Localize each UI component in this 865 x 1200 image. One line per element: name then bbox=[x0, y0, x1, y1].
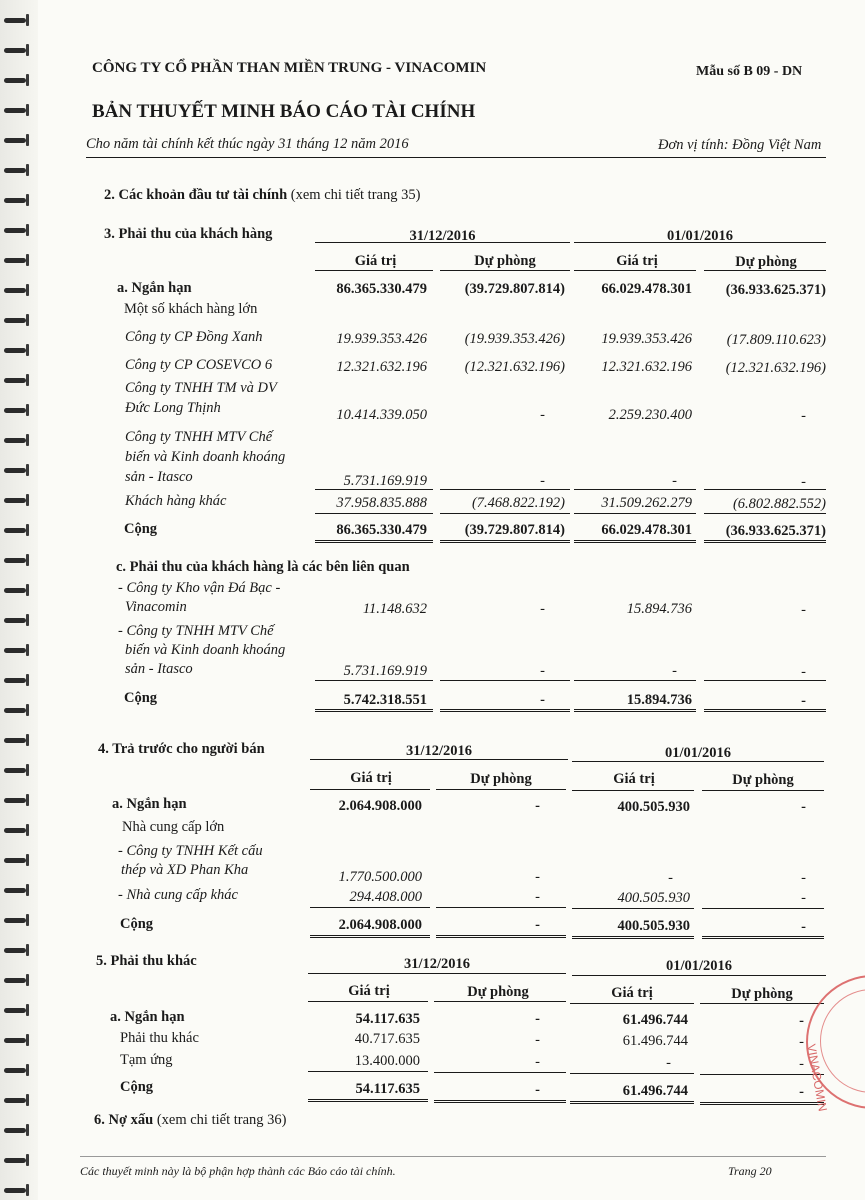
binding-ring bbox=[0, 764, 30, 778]
rule bbox=[574, 270, 696, 271]
rule bbox=[308, 1001, 428, 1002]
binding-ring bbox=[0, 524, 30, 538]
rule bbox=[704, 680, 826, 681]
s4-sub-a: a. Ngắn hạn bbox=[112, 796, 187, 812]
rule bbox=[700, 1102, 824, 1105]
cell-value: - bbox=[535, 869, 540, 885]
cell-value: 1.770.500.000 bbox=[338, 869, 422, 885]
binding-ring bbox=[0, 374, 30, 388]
binding-ring bbox=[0, 854, 30, 868]
cell-value: 12.321.632.196 bbox=[601, 359, 692, 375]
row-label: Công ty TNHH TM và DV bbox=[125, 380, 277, 396]
cell-value: - bbox=[535, 1032, 540, 1048]
cell-value: - bbox=[801, 408, 806, 424]
cell-value: 400.505.930 bbox=[617, 918, 690, 934]
cell-value: 54.117.635 bbox=[355, 1011, 420, 1027]
footer-note: Các thuyết minh này là bộ phận hợp thành các Báo cáo tài chính. bbox=[80, 1164, 396, 1178]
binding-ring bbox=[0, 164, 30, 178]
section-6-title: 6. Nợ xấu (xem chi tiết trang 36) bbox=[94, 1112, 287, 1128]
rule bbox=[574, 540, 696, 543]
cell-value: - bbox=[799, 1034, 804, 1050]
cell-value: - bbox=[540, 407, 545, 423]
cell-value: 61.496.744 bbox=[622, 1012, 688, 1028]
cell-value: - bbox=[535, 889, 540, 905]
col-header-value: Giá trị bbox=[348, 983, 390, 999]
s5-sub-a: a. Ngắn hạn bbox=[110, 1009, 185, 1025]
binding-ring bbox=[0, 554, 30, 568]
cell-value: (7.468.822.192) bbox=[471, 495, 565, 511]
rule bbox=[702, 936, 824, 939]
cell-value: 86.365.330.479 bbox=[336, 522, 427, 538]
rule bbox=[702, 908, 824, 909]
rule bbox=[440, 680, 570, 681]
binding-ring bbox=[0, 644, 30, 658]
binding-ring bbox=[0, 404, 30, 418]
page-number: Trang 20 bbox=[728, 1164, 772, 1178]
binding-ring bbox=[0, 1034, 30, 1048]
cell-value: 400.505.930 bbox=[617, 890, 690, 906]
cell-value: - bbox=[672, 473, 677, 489]
row-label: - Công ty TNHH MTV Chế bbox=[118, 623, 274, 639]
rule bbox=[315, 540, 433, 543]
row-label: - Công ty Kho vận Đá Bạc - bbox=[118, 580, 281, 596]
col-header-value: Giá trị bbox=[616, 253, 658, 269]
binding-ring bbox=[0, 914, 30, 928]
cell-value: (17.809.110.623) bbox=[726, 332, 826, 348]
rule bbox=[310, 759, 568, 760]
rule bbox=[700, 1074, 824, 1075]
cell-value: (36.933.625.371) bbox=[725, 523, 826, 539]
total-label: Cộng bbox=[124, 521, 158, 537]
rule bbox=[315, 489, 433, 490]
rule bbox=[434, 1001, 566, 1002]
binding-ring bbox=[0, 194, 30, 208]
binding-ring bbox=[0, 944, 30, 958]
cell-value: - bbox=[535, 1054, 540, 1070]
header-rule bbox=[86, 157, 826, 158]
cell-value: 66.029.478.301 bbox=[601, 281, 692, 297]
rule bbox=[572, 936, 694, 939]
rule bbox=[315, 680, 433, 681]
company-name: CÔNG TY CỔ PHẦN THAN MIỀN TRUNG - VINACOMIN bbox=[92, 60, 487, 76]
cell-value: - bbox=[535, 1082, 540, 1098]
rule bbox=[572, 908, 694, 909]
cell-value: - bbox=[540, 692, 545, 708]
period-text: Cho năm tài chính kết thúc ngày 31 tháng 12 năm 2016 bbox=[86, 136, 409, 152]
binding-ring bbox=[0, 674, 30, 688]
cell-value: 31.509.262.279 bbox=[601, 495, 692, 511]
cell-value: 40.717.635 bbox=[354, 1031, 420, 1047]
row-label: Phải thu khác bbox=[120, 1030, 199, 1046]
row-label: biến và Kinh doanh khoáng bbox=[125, 642, 286, 658]
col-header-provision: Dự phòng bbox=[731, 986, 793, 1002]
rule bbox=[574, 242, 826, 243]
binding-ring bbox=[0, 1154, 30, 1168]
cell-value: - bbox=[801, 919, 806, 935]
cell-value: 10.414.339.050 bbox=[336, 407, 427, 423]
rule bbox=[308, 973, 566, 974]
cell-value: 86.365.330.479 bbox=[336, 281, 427, 297]
rule bbox=[704, 540, 826, 543]
cell-value: 5.731.169.919 bbox=[343, 663, 427, 679]
cell-value: - bbox=[666, 1055, 671, 1071]
rule bbox=[310, 907, 430, 908]
binding-ring bbox=[0, 104, 30, 118]
rule bbox=[315, 242, 570, 243]
major-customers-label: Một số khách hàng lớn bbox=[124, 301, 258, 317]
rule bbox=[440, 270, 570, 271]
binding-ring bbox=[0, 314, 30, 328]
rule bbox=[572, 761, 824, 762]
rule bbox=[700, 1003, 824, 1004]
rule bbox=[704, 513, 826, 514]
rule bbox=[574, 489, 696, 490]
binding-ring bbox=[0, 344, 30, 358]
row-label: - Công ty TNHH Kết cấu bbox=[118, 843, 263, 859]
binding-ring bbox=[0, 1184, 30, 1198]
rule bbox=[434, 1072, 566, 1073]
rule bbox=[436, 789, 566, 790]
section-4-title: 4. Trả trước cho người bán bbox=[98, 741, 265, 757]
rule bbox=[436, 907, 566, 908]
cell-value: (6.802.882.552) bbox=[732, 496, 826, 512]
cell-value: (12.321.632.196) bbox=[464, 359, 565, 375]
cell-value: - bbox=[801, 693, 806, 709]
rule bbox=[702, 790, 824, 791]
date-col-2: 01/01/2016 bbox=[664, 745, 732, 761]
rule bbox=[315, 709, 433, 712]
binding-ring bbox=[0, 134, 30, 148]
stamp-text: VINACOMIN bbox=[804, 1043, 830, 1113]
rule bbox=[572, 975, 826, 976]
cell-value: - bbox=[672, 663, 677, 679]
cell-value: (39.729.807.814) bbox=[464, 522, 565, 538]
cell-value: - bbox=[535, 1011, 540, 1027]
row-label: Đức Long Thịnh bbox=[125, 400, 221, 416]
cell-value: - bbox=[535, 917, 540, 933]
row-label: Công ty CP Đồng Xanh bbox=[125, 329, 263, 345]
rule bbox=[315, 513, 433, 514]
row-label: thép và XD Phan Kha bbox=[121, 862, 249, 878]
col-header-provision: Dự phòng bbox=[732, 772, 794, 788]
col-header-provision: Dự phòng bbox=[470, 771, 532, 787]
cell-value: 66.029.478.301 bbox=[601, 522, 692, 538]
binding-ring bbox=[0, 284, 30, 298]
form-number: Mẫu số B 09 - DN bbox=[696, 64, 803, 79]
binding-ring bbox=[0, 1064, 30, 1078]
cell-value: 15.894.736 bbox=[626, 601, 692, 617]
row-label: Tạm ứng bbox=[120, 1052, 173, 1068]
binding-ring bbox=[0, 884, 30, 898]
cell-value: 294.408.000 bbox=[349, 889, 422, 905]
binding-ring bbox=[0, 824, 30, 838]
row-label: Công ty TNHH MTV Chế bbox=[125, 429, 273, 445]
cell-value: - bbox=[801, 602, 806, 618]
total-label: Cộng bbox=[124, 690, 158, 706]
cell-value: - bbox=[799, 1084, 804, 1100]
cell-value: 19.939.353.426 bbox=[601, 331, 692, 347]
cell-value: (39.729.807.814) bbox=[464, 281, 565, 297]
cell-value: 2.064.908.000 bbox=[338, 798, 422, 814]
rule bbox=[308, 1071, 428, 1072]
cell-value: 13.400.000 bbox=[354, 1053, 420, 1069]
cell-value: 12.321.632.196 bbox=[336, 359, 427, 375]
row-label: Khách hàng khác bbox=[125, 493, 227, 509]
cell-value: 19.939.353.426 bbox=[336, 331, 427, 347]
cell-value: 400.505.930 bbox=[617, 799, 690, 815]
cell-value: (12.321.632.196) bbox=[725, 360, 826, 376]
binding-ring bbox=[0, 974, 30, 988]
row-label: sản - Itasco bbox=[125, 661, 193, 677]
section-5-title: 5. Phải thu khác bbox=[96, 953, 197, 969]
rule bbox=[704, 489, 826, 490]
cell-value: - bbox=[540, 473, 545, 489]
cell-value: - bbox=[668, 870, 673, 886]
cell-value: - bbox=[540, 663, 545, 679]
binding-ring bbox=[0, 614, 30, 628]
row-label: - Nhà cung cấp khác bbox=[118, 887, 238, 903]
rule bbox=[440, 489, 570, 490]
binding-ring bbox=[0, 1094, 30, 1108]
col-header-provision: Dự phòng bbox=[474, 253, 536, 269]
cell-value: 37.958.835.888 bbox=[336, 495, 427, 511]
row-label: biến và Kinh doanh khoáng bbox=[125, 449, 286, 465]
document-title: BẢN THUYẾT MINH BÁO CÁO TÀI CHÍNH bbox=[92, 101, 476, 122]
total-label: Cộng bbox=[120, 1079, 154, 1095]
rule bbox=[436, 935, 566, 938]
col-header-value: Giá trị bbox=[611, 985, 653, 1001]
unit-text: Đơn vị tính: Đồng Việt Nam bbox=[658, 137, 822, 153]
section-3-title: 3. Phải thu của khách hàng bbox=[104, 226, 273, 242]
s3-sub-a: a. Ngắn hạn bbox=[117, 280, 192, 296]
col-header-value: Giá trị bbox=[350, 770, 392, 786]
binding-ring bbox=[0, 584, 30, 598]
rule bbox=[570, 1073, 694, 1074]
cell-value: 15.894.736 bbox=[626, 692, 692, 708]
binding-ring bbox=[0, 734, 30, 748]
binding-ring bbox=[0, 14, 30, 28]
section-2-title: 2. Các khoản đầu tư tài chính (xem chi tiết trang 35) bbox=[104, 187, 421, 203]
cell-value: (36.933.625.371) bbox=[725, 282, 826, 298]
binding-ring bbox=[0, 254, 30, 268]
date-col-1: 31/12/2016 bbox=[405, 743, 473, 759]
rule bbox=[308, 1099, 428, 1102]
rule bbox=[574, 709, 696, 712]
rule bbox=[704, 270, 826, 271]
binding-ring bbox=[0, 704, 30, 718]
binding-ring bbox=[0, 224, 30, 238]
col-header-provision: Dự phòng bbox=[467, 984, 529, 1000]
spiral-binding bbox=[0, 0, 38, 1200]
rule bbox=[310, 789, 430, 790]
row-label: Công ty CP COSEVCO 6 bbox=[125, 357, 273, 373]
major-suppliers-label: Nhà cung cấp lớn bbox=[122, 819, 225, 835]
binding-ring bbox=[0, 464, 30, 478]
rule bbox=[440, 540, 570, 543]
rule bbox=[570, 1003, 694, 1004]
total-label: Cộng bbox=[120, 916, 154, 932]
binding-ring bbox=[0, 1124, 30, 1138]
col-header-value: Giá trị bbox=[354, 253, 397, 269]
row-label: sản - Itasco bbox=[125, 469, 193, 485]
rule bbox=[315, 270, 433, 271]
col-header-value: Giá trị bbox=[613, 771, 655, 787]
cell-value: 11.148.632 bbox=[362, 601, 427, 617]
cell-value: - bbox=[535, 798, 540, 814]
cell-value: 61.496.744 bbox=[622, 1033, 688, 1049]
cell-value: - bbox=[801, 799, 806, 815]
rule bbox=[572, 790, 694, 791]
binding-ring bbox=[0, 44, 30, 58]
binding-ring bbox=[0, 74, 30, 88]
cell-value: 2.064.908.000 bbox=[338, 917, 422, 933]
date-col-2: 01/01/2016 bbox=[665, 958, 733, 974]
rule bbox=[574, 680, 696, 681]
cell-value: 2.259.230.400 bbox=[608, 407, 692, 423]
date-col-1: 31/12/2016 bbox=[409, 228, 476, 244]
rule bbox=[440, 709, 570, 712]
cell-value: - bbox=[799, 1056, 804, 1072]
cell-value: 5.731.169.919 bbox=[343, 473, 427, 489]
date-col-2: 01/01/2016 bbox=[666, 228, 734, 244]
rule bbox=[440, 513, 570, 514]
cell-value: - bbox=[801, 870, 806, 886]
footer-rule bbox=[80, 1156, 826, 1157]
binding-ring bbox=[0, 1004, 30, 1018]
rule bbox=[434, 1100, 566, 1103]
cell-value: 54.117.635 bbox=[355, 1081, 420, 1097]
binding-ring bbox=[0, 494, 30, 508]
binding-ring bbox=[0, 434, 30, 448]
s3-sub-c: c. Phải thu của khách hàng là các bên liên quan bbox=[116, 559, 410, 575]
rule bbox=[704, 709, 826, 712]
cell-value: - bbox=[801, 664, 806, 680]
row-label: Vinacomin bbox=[125, 599, 187, 615]
cell-value: 5.742.318.551 bbox=[343, 692, 427, 708]
cell-value: - bbox=[801, 474, 806, 490]
cell-value: 61.496.744 bbox=[622, 1083, 688, 1099]
rule bbox=[574, 513, 696, 514]
rule bbox=[570, 1101, 694, 1104]
cell-value: - bbox=[540, 601, 545, 617]
date-col-1: 31/12/2016 bbox=[403, 956, 471, 972]
rule bbox=[310, 935, 430, 938]
cell-value: (19.939.353.426) bbox=[464, 331, 565, 347]
cell-value: - bbox=[799, 1013, 804, 1029]
cell-value: - bbox=[801, 890, 806, 906]
col-header-provision: Dự phòng bbox=[735, 254, 797, 270]
binding-ring bbox=[0, 794, 30, 808]
